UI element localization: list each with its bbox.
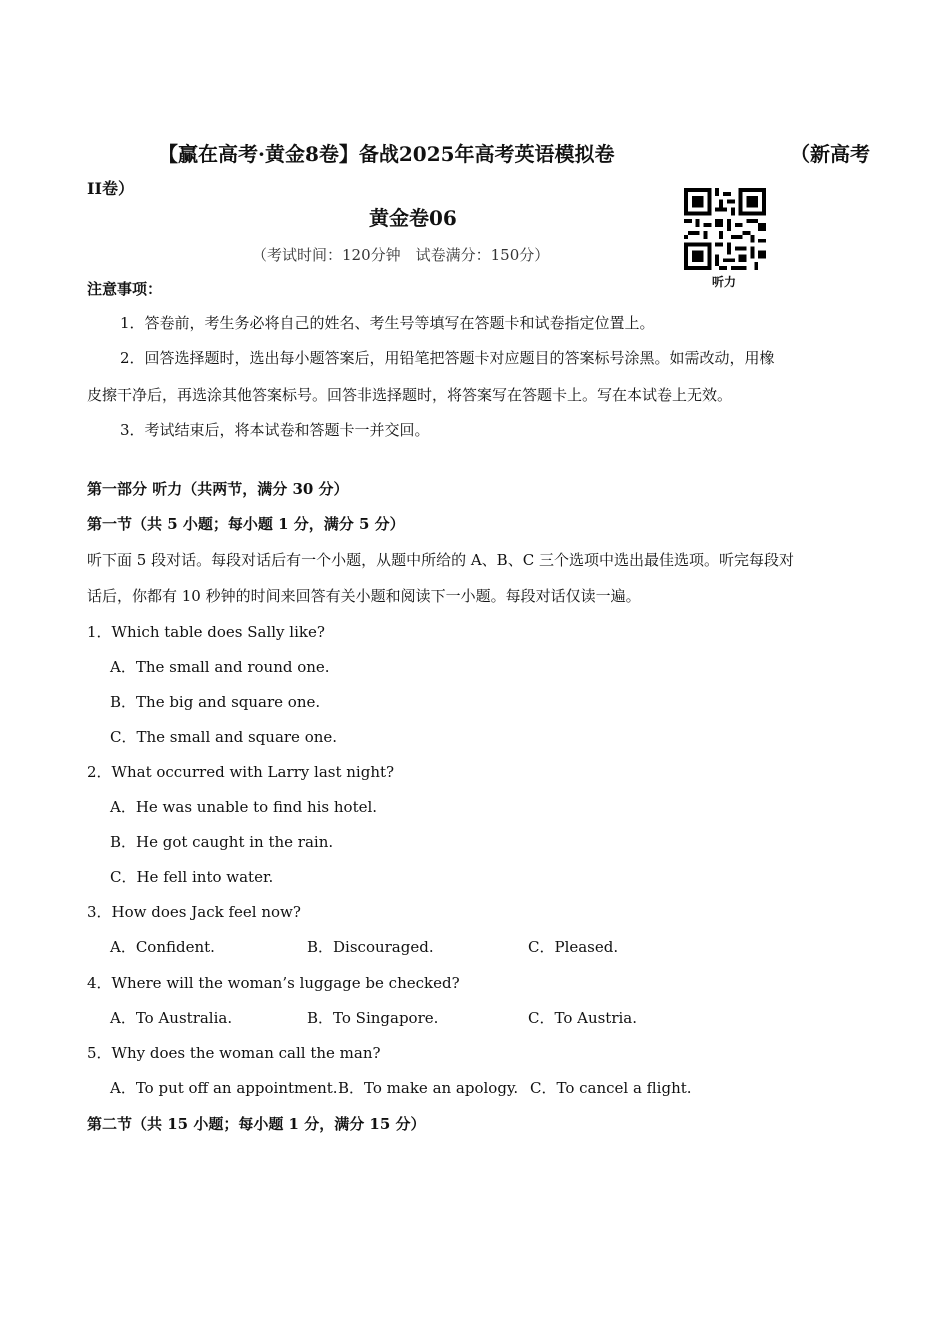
notice-item-1: 1．答卷前，考生务必将自己的姓名、考生号等填写在答题卡和试卷指定位置上。 xyxy=(120,314,655,332)
notice-item-2-line-2: 皮擦干净后，再选涂其他答案标号。回答非选择题时，将答案写在答题卡上。写在本试卷上无效。 xyxy=(87,386,733,404)
part1-heading: 第一部分 听力（共两节，满分 30 分） xyxy=(87,480,349,498)
question-option: B．To Singapore. xyxy=(307,1009,439,1027)
question-option: B．He got caught in the rain. xyxy=(110,833,334,851)
exam-info: （考试时间：120分钟 试卷满分：150分） xyxy=(252,246,550,264)
question-stem: 5．Why does the woman call the man? xyxy=(87,1044,381,1062)
paper-subtitle: 黄金卷06 xyxy=(369,206,457,230)
question-option: A．To put off an appointment. xyxy=(110,1079,338,1097)
section1-heading: 第一节（共 5 小题；每小题 1 分，满分 5 分） xyxy=(87,515,405,533)
question-option: C．To cancel a flight. xyxy=(530,1079,692,1097)
question-option: C．He fell into water. xyxy=(110,868,274,886)
question-option: A．To Australia. xyxy=(110,1009,233,1027)
notice-heading: 注意事项： xyxy=(87,280,163,298)
question-option: C．Pleased. xyxy=(528,938,619,956)
qr-label: 听力 xyxy=(712,275,737,289)
question-option: B．To make an apology. xyxy=(338,1079,519,1097)
question-option: A．He was unable to find his hotel. xyxy=(110,798,378,816)
question-stem: 1．Which table does Sally like? xyxy=(87,623,325,641)
question-option: B．Discouraged. xyxy=(307,938,434,956)
question-option: A．Confident. xyxy=(110,938,215,956)
question-stem: 2．What occurred with Larry last night? xyxy=(87,763,395,781)
exam-title-tail: （新高考 xyxy=(790,142,870,166)
notice-item-3: 3．考试结束后，将本试卷和答题卡一并交回。 xyxy=(120,421,430,439)
qr-code-icon xyxy=(684,188,766,270)
section1-instructions-line-2: 话后，你都有 10 秒钟的时间来回答有关小题和阅读下一小题。每段对话仅读一遍。 xyxy=(87,587,641,605)
question-stem: 4．Where will the woman’s luggage be checked? xyxy=(87,974,460,992)
exam-title: 【赢在高考·黄金8卷】备战2025年高考英语模拟卷 xyxy=(158,142,615,166)
question-option: C．The small and square one. xyxy=(110,728,338,746)
exam-title-continued: II卷） xyxy=(87,179,134,198)
section2-heading: 第二节（共 15 小题；每小题 1 分，满分 15 分） xyxy=(87,1115,426,1133)
question-option: C．To Austria. xyxy=(528,1009,638,1027)
question-option: B．The big and square one. xyxy=(110,693,321,711)
section1-instructions-line-1: 听下面 5 段对话。每段对话后有一个小题，从题中所给的 A、B、C 三个选项中选出最佳选项。听完每段对 xyxy=(87,551,794,569)
question-stem: 3．How does Jack feel now? xyxy=(87,903,301,921)
question-option: A．The small and round one. xyxy=(110,658,330,676)
notice-item-2-line-1: 2．回答选择题时，选出每小题答案后，用铅笔把答题卡对应题目的答案标号涂黑。如需改动，用橡 xyxy=(120,349,775,367)
